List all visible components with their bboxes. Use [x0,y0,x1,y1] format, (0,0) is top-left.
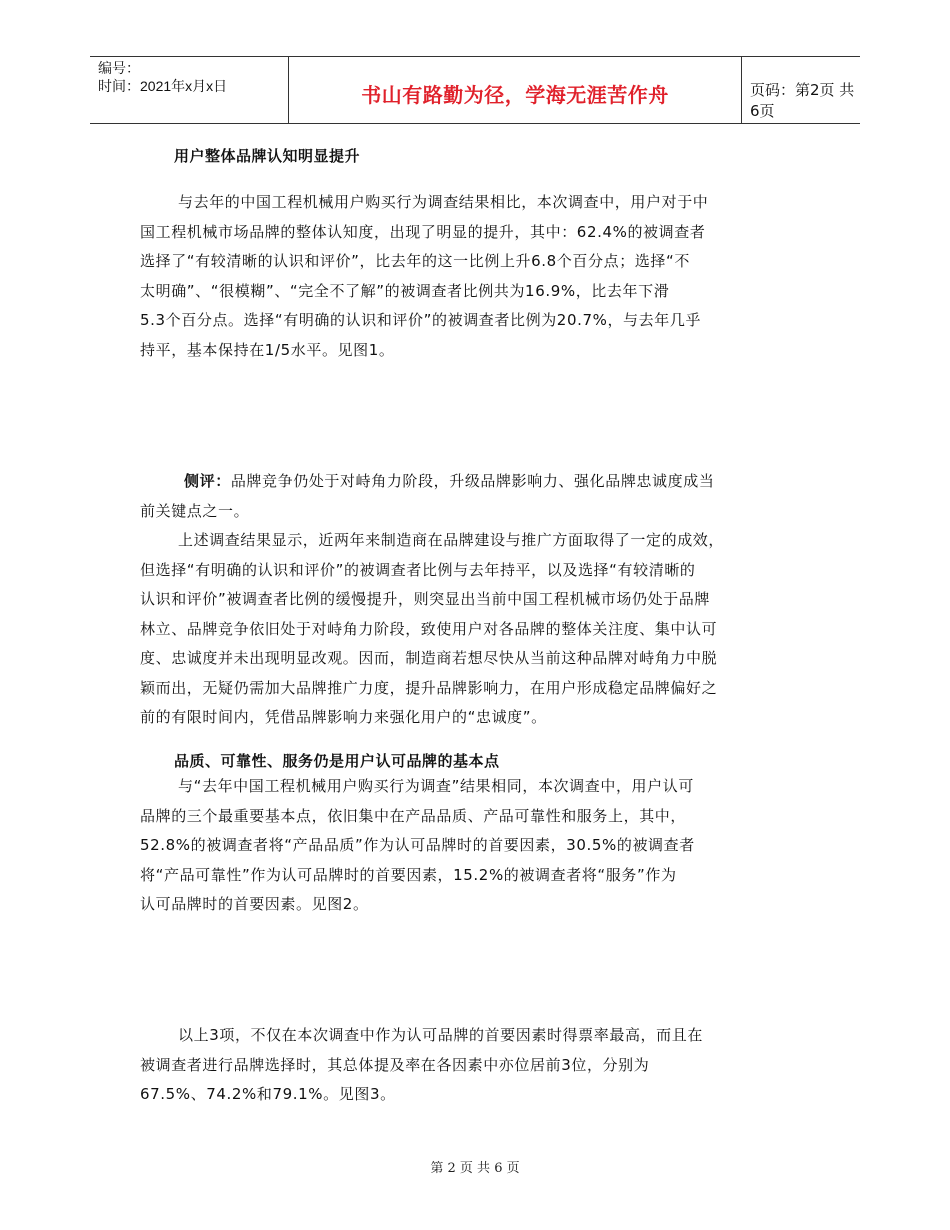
paragraph-quality-factors [140,772,800,920]
text-line [140,467,800,497]
text-line: 品牌的三个最重要基本点，依旧集中在产品品质、产品可靠性和服务上，其中， [140,806,687,825]
text-line: 度、忠诚度并未出现明显改观。因而，制造商若想尽快从当前这种品牌对峙角力中脱 [140,649,718,667]
text-line: 前关键点之一。 [140,501,250,520]
text-line: 67.5%、74.2%和79.1%。见图3。 [140,1085,396,1103]
page-footer: 第 2 页 共 6 页 [430,1161,520,1176]
text-line: 认可品牌时的首要因素。见图2。 [140,895,369,913]
header-page-cell [740,57,860,123]
text-line: 5.3个百分点。选择“有明确的认识和评价”的被调查者比例为20.7%，与去年几乎 [140,311,702,329]
comment-lead-rest: 品牌竞争仍处于对峙角力阶段，升级品牌影响力、强化品牌忠诚度成当 [230,472,715,490]
text-line: 但选择“有明确的认识和评价”的被调查者比例与去年持平，以及选择“有较清晰的 [140,560,696,579]
text-line: 被调查者进行品牌选择时，其总体提及率在各因素中亦位居前3位，分别为 [140,1055,650,1074]
comment-lead: 侧评： [184,472,231,490]
text-line: 太明确”、“很模糊”、“完全不了解”的被调查者比例共为16.9%，比去年下滑 [140,281,670,300]
text-line: 选择了“有较清晰的认识和评价”，比去年的这一比例上升6.8个百分点；选择“不 [140,252,690,270]
text-line: 与“去年中国工程机械用户购买行为调查”结果相同，本次调查中，用户认可 [178,777,694,795]
paragraph-brand-awareness [140,188,800,365]
motto: 书山有路勤为径，学海无涯苦作舟 [361,83,669,107]
time-label: 时间：2021年x月x日 [98,78,228,94]
header-motto-cell [288,57,742,123]
text-line: 前的有限时间内，凭借品牌影响力来强化用户的“忠诚度”。 [140,708,547,726]
text-line: 以上3项，不仅在本次调查中作为认可品牌的首要因素时得票率最高，而且在 [178,1026,703,1044]
text-line: 52.8%的被调查者将“产品品质”作为认可品牌时的首要因素，30.5%的被调查者 [140,836,695,854]
text-line: 林立、品牌竞争依旧处于对峙角力阶段，致使用户对各品牌的整体关注度、集中认可 [140,619,718,638]
text-line: 持平，基本保持在1/5水平。见图1。 [140,340,395,359]
header-page-number: 页码：第2页 共6页 [750,81,855,120]
paragraph-comment [140,467,800,733]
text-line: 认识和评价”被调查者比例的缓慢提升，则突显出当前中国工程机械市场仍处于品牌 [140,590,710,608]
section-heading-brand-awareness: 用户整体品牌认知明显提升 [174,147,361,165]
text-line: 与去年的中国工程机械用户购买行为调查结果相比，本次调查中，用户对于中 [178,193,709,211]
text-line: 将“产品可靠性”作为认可品牌时的首要因素，15.2%的被调查者将“服务”作为 [140,865,677,884]
section-heading-quality-factors: 品质、可靠性、服务仍是用户认可品牌的基本点 [174,752,500,770]
text-line: 国工程机械市场品牌的整体认知度，出现了明显的提升，其中：62.4%的被调查者 [140,222,706,241]
header-meta-cell [90,57,288,123]
text-line: 颖而出，无疑仍需加大品牌推广力度，提升品牌影响力，在用户形成稳定品牌偏好之 [140,678,718,697]
paragraph-top-three [140,1021,800,1110]
page-header [90,56,860,124]
text-line: 上述调查结果显示，近两年来制造商在品牌建设与推广方面取得了一定的成效， [178,531,725,549]
serial-label: 编号： [98,60,140,76]
